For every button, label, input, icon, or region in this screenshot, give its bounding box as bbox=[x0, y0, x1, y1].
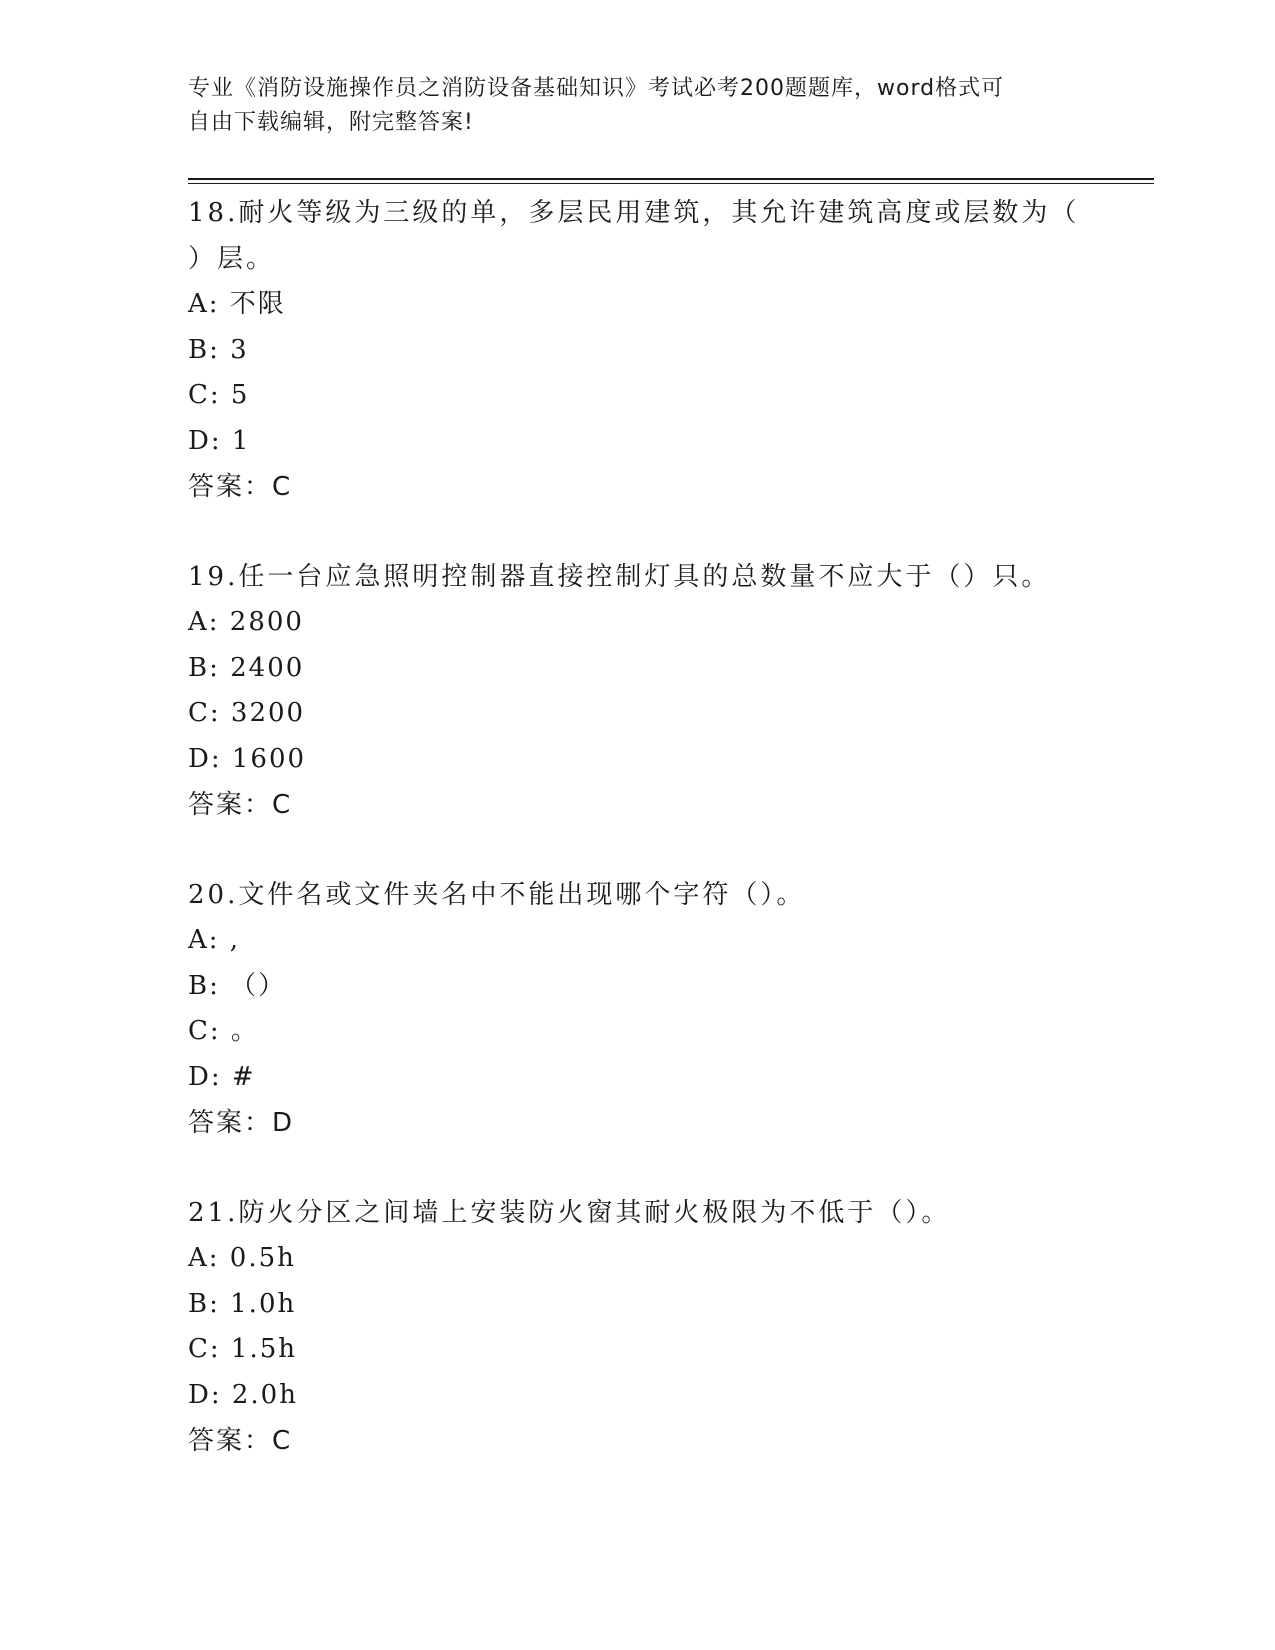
option-c: C: 5 bbox=[188, 380, 250, 410]
answer: 答案：C bbox=[188, 1426, 293, 1456]
option-b: B: 2400 bbox=[188, 652, 305, 683]
question-stem: 20.文件名或文件夹名中不能出现哪个字符（）。 bbox=[188, 880, 806, 910]
question-stem: 19.任一台应急照明控制器直接控制灯具的总数量不应大于（）只。 bbox=[188, 562, 1051, 592]
header-rule-thick bbox=[188, 178, 1154, 180]
option-d: D: # bbox=[188, 1061, 256, 1092]
option-b: B: （） bbox=[188, 970, 287, 1001]
option-d: D: 2.0h bbox=[188, 1379, 298, 1410]
option-a: A: 2800 bbox=[188, 607, 304, 637]
header-rule-thin bbox=[188, 183, 1154, 184]
spacer bbox=[188, 1146, 1088, 1190]
option-c: C: 1.5h bbox=[188, 1334, 298, 1364]
question-21 bbox=[188, 1190, 1088, 1464]
answer: 答案：C bbox=[188, 472, 293, 502]
option-a: A: 0.5h bbox=[188, 1243, 296, 1273]
question-stem: 21.防火分区之间墙上安装防火窗其耐火极限为不低于（）。 bbox=[188, 1198, 951, 1228]
option-c: C: 。 bbox=[188, 1016, 259, 1046]
question-stem-continued: ）层。 bbox=[188, 244, 276, 274]
spacer bbox=[188, 828, 1088, 872]
header-line-2: 自由下载编辑，附完整答案! bbox=[188, 110, 474, 135]
option-d: D: 1 bbox=[188, 425, 251, 456]
option-b: B: 3 bbox=[188, 334, 249, 365]
answer: 答案：C bbox=[188, 790, 293, 820]
option-a: A: , bbox=[188, 925, 241, 955]
option-c: C: 3200 bbox=[188, 698, 306, 728]
option-d: D: 1600 bbox=[188, 743, 307, 774]
answer: 答案：D bbox=[188, 1108, 295, 1138]
spacer bbox=[188, 510, 1088, 554]
question-list bbox=[188, 190, 1088, 1464]
option-a: A: 不限 bbox=[188, 289, 286, 319]
document-header bbox=[188, 72, 1068, 140]
question-stem: 18.耐火等级为三级的单，多层民用建筑，其允许建筑高度或层数为（ bbox=[188, 198, 1080, 228]
option-b: B: 1.0h bbox=[188, 1288, 297, 1319]
question-18 bbox=[188, 190, 1088, 510]
header-line-1: 专业《消防设施操作员之消防设备基础知识》考试必考200题题库，word格式可 bbox=[188, 76, 1005, 101]
question-20 bbox=[188, 872, 1088, 1146]
question-19 bbox=[188, 554, 1088, 828]
